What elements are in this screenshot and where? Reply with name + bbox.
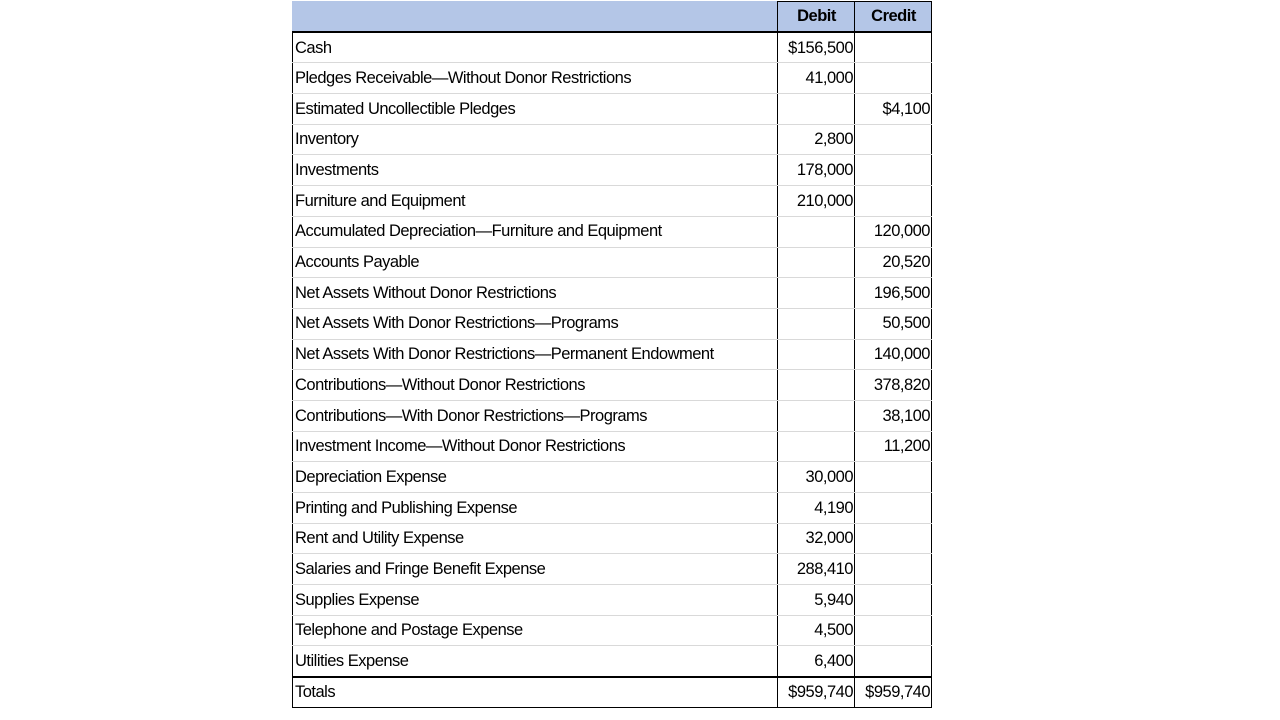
credit-cell: $4,100 [855, 94, 932, 125]
debit-cell [778, 400, 855, 431]
account-cell: Supplies Expense [293, 585, 778, 616]
account-cell: Cash [293, 32, 778, 63]
totals-label: Totals [293, 677, 778, 708]
table-row [293, 278, 932, 309]
credit-cell [855, 554, 932, 585]
credit-cell [855, 646, 932, 677]
debit-cell [778, 94, 855, 125]
header-row [293, 2, 932, 33]
account-cell: Accounts Payable [293, 247, 778, 278]
debit-cell [778, 247, 855, 278]
credit-cell: 120,000 [855, 216, 932, 247]
debit-cell [778, 370, 855, 401]
credit-cell: 11,200 [855, 431, 932, 462]
account-cell: Accumulated Depreciation—Furniture and Equipment [293, 216, 778, 247]
account-cell: Net Assets With Donor Restrictions—Programs [293, 308, 778, 339]
table-row [293, 63, 932, 94]
table-row [293, 554, 932, 585]
header-account [293, 2, 778, 33]
account-cell: Net Assets Without Donor Restrictions [293, 278, 778, 309]
credit-cell: 38,100 [855, 400, 932, 431]
credit-cell: 20,520 [855, 247, 932, 278]
debit-cell: 210,000 [778, 186, 855, 217]
credit-cell [855, 462, 932, 493]
table-row [293, 247, 932, 278]
credit-cell: 50,500 [855, 308, 932, 339]
header-credit: Credit [855, 2, 932, 33]
table-row [293, 615, 932, 646]
credit-cell [855, 585, 932, 616]
table-row [293, 585, 932, 616]
trial-balance-table [292, 1, 932, 708]
table-row [293, 124, 932, 155]
credit-cell: 140,000 [855, 339, 932, 370]
credit-cell [855, 32, 932, 63]
table-row [293, 400, 932, 431]
account-cell: Printing and Publishing Expense [293, 493, 778, 524]
credit-cell: 196,500 [855, 278, 932, 309]
debit-cell [778, 339, 855, 370]
account-cell: Contributions—With Donor Restrictions—Programs [293, 400, 778, 431]
table-row [293, 186, 932, 217]
credit-cell [855, 124, 932, 155]
table-row [293, 370, 932, 401]
table-row [293, 493, 932, 524]
account-cell: Investments [293, 155, 778, 186]
debit-cell: 4,500 [778, 615, 855, 646]
credit-cell [855, 186, 932, 217]
totals-row [293, 677, 932, 708]
credit-cell [855, 493, 932, 524]
table-row [293, 462, 932, 493]
credit-cell [855, 615, 932, 646]
account-cell: Net Assets With Donor Restrictions—Permanent Endowment [293, 339, 778, 370]
debit-cell: 5,940 [778, 585, 855, 616]
debit-cell [778, 308, 855, 339]
table-row [293, 431, 932, 462]
table-row [293, 646, 932, 677]
table-row [293, 523, 932, 554]
debit-cell: 41,000 [778, 63, 855, 94]
totals-credit: $959,740 [855, 677, 932, 708]
table-row [293, 339, 932, 370]
account-cell: Estimated Uncollectible Pledges [293, 94, 778, 125]
header-debit: Debit [778, 2, 855, 33]
debit-cell: 288,410 [778, 554, 855, 585]
account-cell: Rent and Utility Expense [293, 523, 778, 554]
debit-cell: 32,000 [778, 523, 855, 554]
credit-cell: 378,820 [855, 370, 932, 401]
table-row [293, 308, 932, 339]
account-cell: Salaries and Fringe Benefit Expense [293, 554, 778, 585]
debit-cell: $156,500 [778, 32, 855, 63]
credit-cell [855, 63, 932, 94]
account-cell: Telephone and Postage Expense [293, 615, 778, 646]
debit-cell: 6,400 [778, 646, 855, 677]
account-cell: Utilities Expense [293, 646, 778, 677]
table-row [293, 155, 932, 186]
account-cell: Pledges Receivable—Without Donor Restrictions [293, 63, 778, 94]
account-cell: Investment Income—Without Donor Restrictions [293, 431, 778, 462]
account-cell: Inventory [293, 124, 778, 155]
debit-cell [778, 431, 855, 462]
account-cell: Contributions—Without Donor Restrictions [293, 370, 778, 401]
debit-cell: 4,190 [778, 493, 855, 524]
table-row [293, 94, 932, 125]
debit-cell: 30,000 [778, 462, 855, 493]
debit-cell [778, 278, 855, 309]
credit-cell [855, 523, 932, 554]
credit-cell [855, 155, 932, 186]
account-cell: Depreciation Expense [293, 462, 778, 493]
table-row [293, 216, 932, 247]
debit-cell: 178,000 [778, 155, 855, 186]
debit-cell: 2,800 [778, 124, 855, 155]
debit-cell [778, 216, 855, 247]
account-cell: Furniture and Equipment [293, 186, 778, 217]
table-row [293, 32, 932, 63]
totals-debit: $959,740 [778, 677, 855, 708]
